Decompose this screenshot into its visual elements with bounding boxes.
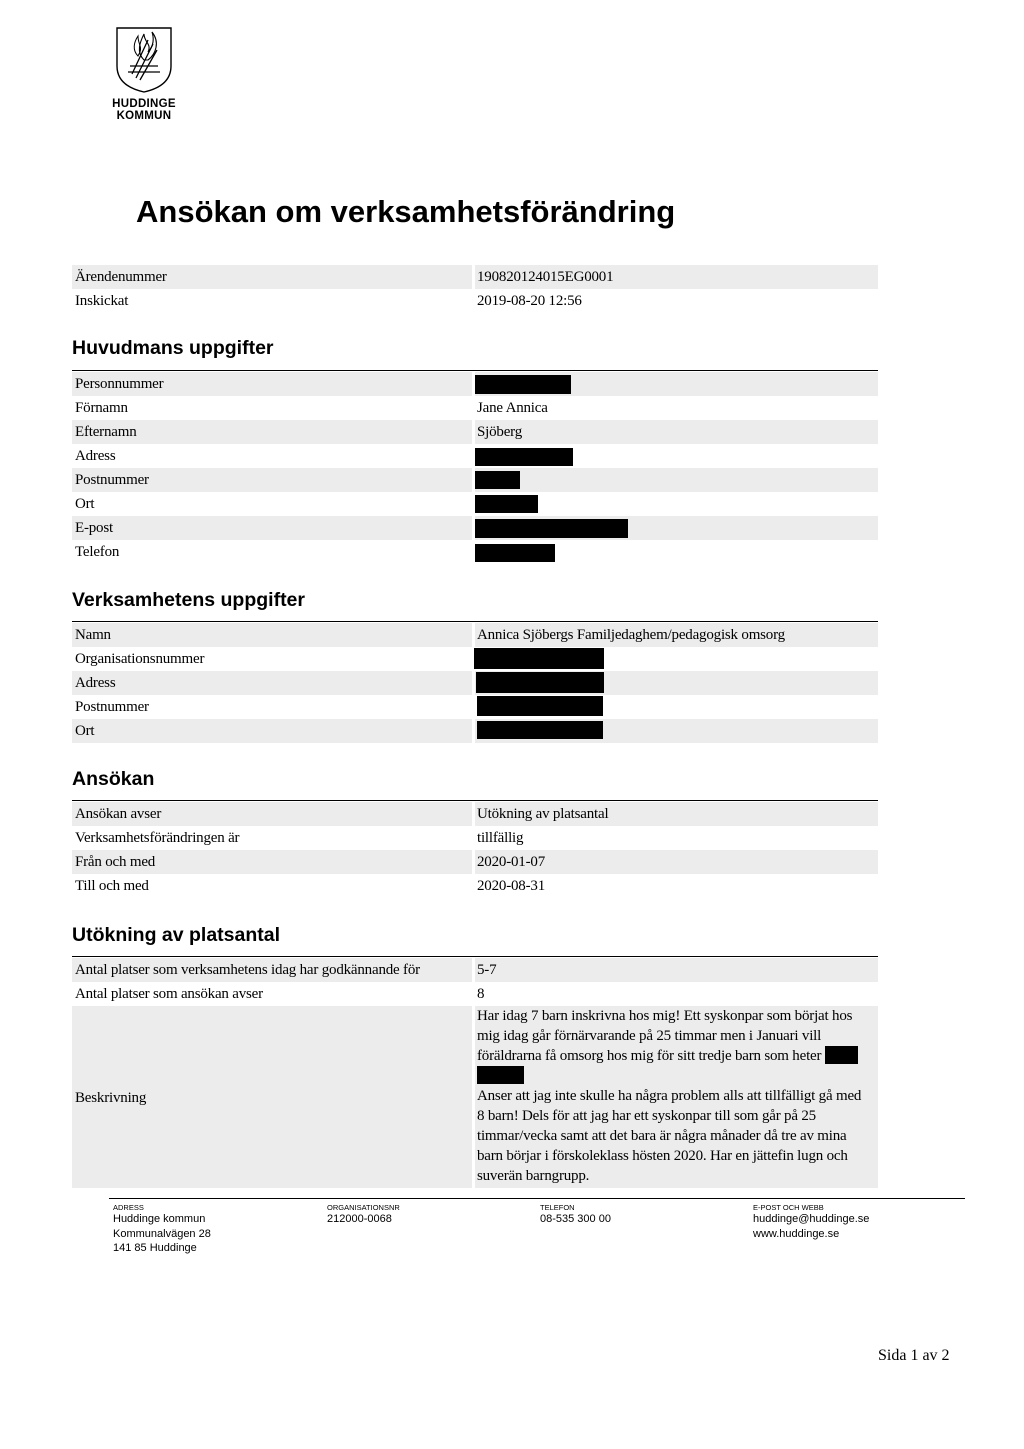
section-heading: Ansökan	[72, 768, 155, 790]
table-row	[72, 516, 878, 540]
description-paragraph	[477, 1006, 872, 1086]
section-divider	[72, 800, 878, 801]
field-label: Verksamhetsförändringen är	[75, 830, 240, 846]
table-row	[72, 396, 878, 420]
field-value: 2020-08-31	[477, 878, 545, 894]
field-label: Förnamn	[75, 400, 128, 416]
table-row	[72, 623, 878, 647]
table-row	[72, 671, 878, 695]
document-title: Ansökan om verksamhetsförändring	[136, 194, 676, 229]
field-value: Utökning av platsantal	[477, 806, 609, 822]
field-value: 190820124015EG0001	[477, 269, 614, 285]
table-row	[72, 874, 878, 898]
table-row	[72, 982, 878, 1006]
municipality-logo	[103, 26, 185, 122]
table-row	[72, 420, 878, 444]
footer-website-link[interactable]: www.huddinge.se	[753, 1227, 840, 1240]
table-row	[72, 958, 878, 982]
utokning-table	[72, 958, 878, 1188]
section-heading: Verksamhetens uppgifter	[72, 589, 305, 611]
footer-heading: E-POST OCH WEBB	[753, 1203, 824, 1212]
redaction-block	[477, 1066, 524, 1084]
description-paragraph-1: Har idag 7 barn inskrivna hos mig! Ett syskonpar som börjat hos mig idag går förnärvarande på 25 timmar men i Januari vill föräldrarna få omsorg hos mig för sitt tredje barn som heter	[477, 1008, 853, 1064]
footer-heading: ORGANISATIONSNR	[327, 1203, 400, 1212]
field-label: Inskickat	[75, 293, 129, 309]
table-row	[72, 850, 878, 874]
table-row	[72, 826, 878, 850]
footer-web	[753, 1203, 869, 1241]
field-label: Adress	[75, 448, 116, 464]
redaction-block	[474, 648, 604, 669]
field-value: tillfällig	[477, 830, 524, 846]
table-row	[72, 372, 878, 396]
huvudman-table	[72, 372, 878, 564]
footer-line: Kommunalvägen 28	[113, 1227, 211, 1240]
field-label: Ansökan avser	[75, 806, 162, 822]
section-divider	[72, 370, 878, 371]
footer-line: 141 85 Huddinge	[113, 1242, 197, 1254]
verksamhet-table	[72, 623, 878, 743]
field-label: Organisationsnummer	[75, 651, 205, 667]
footer-email-link[interactable]: huddinge@huddinge.se	[753, 1213, 870, 1225]
field-label: Beskrivning	[75, 1090, 147, 1106]
field-value: Sjöberg	[477, 424, 522, 440]
table-row	[72, 444, 878, 468]
field-label: Till och med	[75, 878, 149, 894]
footer-address	[113, 1203, 211, 1256]
table-row	[72, 468, 878, 492]
logo-line-2: KOMMUN	[116, 110, 172, 122]
redaction-block	[475, 495, 538, 513]
table-row	[72, 540, 878, 564]
table-row	[72, 492, 878, 516]
field-value: 8	[477, 986, 485, 1002]
field-label: Telefon	[75, 544, 120, 560]
field-label: Antal platser som ansökan avser	[75, 986, 263, 1002]
description-row	[72, 1006, 878, 1188]
coat-of-arms-icon	[114, 26, 174, 94]
field-label: Antal platser som verksamhetens idag har godkännande för	[75, 962, 420, 978]
field-value: 2020-01-07	[477, 854, 545, 870]
logo-line-1: HUDDINGE	[112, 98, 176, 110]
field-label: Ort	[75, 496, 95, 512]
field-value: 5-7	[477, 962, 497, 978]
footer-org-number	[327, 1203, 400, 1227]
field-label: Namn	[75, 627, 111, 643]
field-label: Personnummer	[75, 376, 164, 392]
field-label: Ärendenummer	[75, 269, 167, 285]
footer-heading: TELEFON	[540, 1203, 575, 1212]
redaction-block	[477, 696, 603, 716]
field-label: Adress	[75, 675, 116, 691]
footer-line: 212000-0068	[327, 1213, 392, 1225]
table-row	[72, 289, 878, 313]
table-row	[72, 647, 878, 671]
footer-divider	[109, 1198, 965, 1199]
table-row	[72, 265, 878, 289]
field-value: 2019-08-20 12:56	[477, 293, 582, 309]
description-paragraph-2: Anser att jag inte skulle ha några problem alls att tillfälligt gå med 8 barn! Dels för att jag har ett syskonpar till som går på 25 timmar/vecka samt att det bara är några månader då tre av mina barn börjar i förskoleklass hösten 2020. Har en jättefin lugn och suverän barngrupp.	[477, 1088, 862, 1184]
footer-line: Huddinge kommun	[113, 1213, 206, 1225]
page-number: Sida 1 av 2	[878, 1347, 950, 1364]
footer-heading: ADRESS	[113, 1203, 144, 1212]
field-label: Efternamn	[75, 424, 137, 440]
field-value: Jane Annica	[477, 400, 548, 416]
field-label: Från och med	[75, 854, 156, 870]
redaction-block	[476, 672, 604, 693]
redaction-block	[475, 519, 628, 538]
redaction-block	[475, 448, 573, 466]
table-row	[72, 802, 878, 826]
redaction-block	[825, 1046, 858, 1064]
table-row	[72, 695, 878, 719]
redaction-block	[475, 544, 555, 562]
field-label: Postnummer	[75, 472, 149, 488]
ansokan-table	[72, 802, 878, 898]
description-text	[477, 1006, 872, 1186]
redaction-block	[477, 721, 603, 739]
section-heading: Huvudmans uppgifter	[72, 337, 274, 359]
field-value: Annica Sjöbergs Familjedaghem/pedagogisk omsorg	[477, 627, 785, 643]
section-divider	[72, 956, 878, 957]
section-heading: Utökning av platsantal	[72, 924, 281, 946]
footer-line: 08-535 300 00	[540, 1213, 611, 1225]
field-label: Ort	[75, 723, 95, 739]
section-divider	[72, 621, 878, 622]
redaction-block	[475, 375, 571, 394]
table-row	[72, 719, 878, 743]
redaction-block	[475, 471, 520, 489]
field-label: Postnummer	[75, 699, 149, 715]
field-label: E-post	[75, 520, 113, 536]
footer-phone	[540, 1203, 611, 1227]
meta-table	[72, 265, 878, 313]
